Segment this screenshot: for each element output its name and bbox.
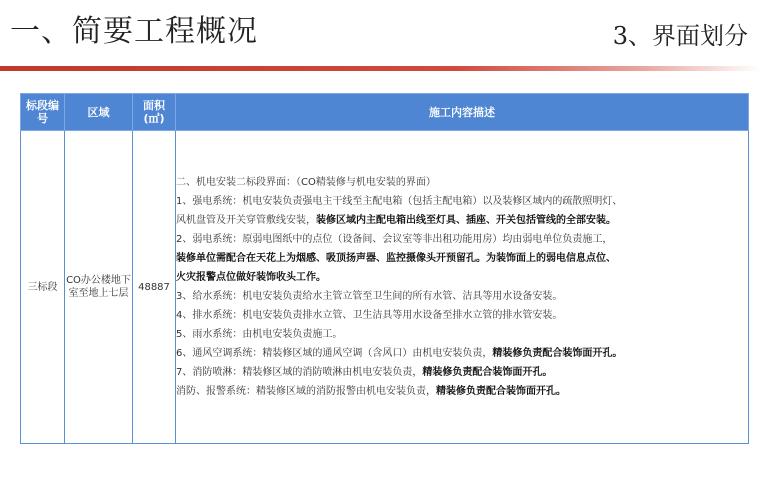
table-row [21, 131, 749, 444]
description-line: 二、机电安装二标段界面：（CO精装修与机电安装的界面） [176, 177, 436, 188]
header-section: 标段编号 [21, 94, 65, 131]
description-line: 1、强电系统：机电安装负责强电主干线至主配电箱（包括主配电箱）以及装修区域内的疏散照明灯、 [176, 196, 623, 207]
description-line: 6、通风空调系统：精装修区域的通风空调（含风口）由机电安装负责，精装修负责配合装饰面开孔。 [176, 348, 623, 359]
title-divider [0, 66, 760, 71]
description-line: 3、给水系统：机电安装负责给水主管立管至卫生间的所有水管、洁具等用水设备安装。 [176, 291, 563, 302]
description-line: 消防、报警系统：精装修区域的消防报警由机电安装负责，精装修负责配合装饰面开孔。 [176, 386, 566, 397]
header-size: 面积(㎡) [133, 94, 176, 131]
description-line: 风机盘管及开关穿管敷线安装，装修区域内主配电箱出线至灯具、插座、开关包括管线的全部安装。 [176, 215, 616, 226]
cell-size: 48887 [133, 131, 176, 444]
description-line: 装修单位需配合在天花上为烟感、吸顶扬声器、监控摄像头开预留孔。为装饰面上的弱电信息点位、 [176, 253, 616, 264]
description-line: 7、消防喷淋：精装修区域的消防喷淋由机电安装负责，精装修负责配合装饰面开孔。 [176, 367, 553, 378]
cell-area: CO办公楼地下室至地上七层 [65, 131, 133, 444]
cell-section: 三标段 [21, 131, 65, 444]
section-subtitle: 3、界面划分 [612, 22, 748, 50]
page-title: 一、简要工程概况 [10, 14, 258, 49]
table-header-row [21, 94, 749, 131]
header-area: 区域 [65, 94, 133, 131]
description-line: 火灾报警点位做好装饰收头工作。 [176, 272, 326, 283]
header-description: 施工内容描述 [176, 94, 749, 131]
description-line: 4、排水系统：机电安装负责排水立管、卫生洁具等用水设备至排水立管的排水管安装。 [176, 310, 563, 321]
cell-description [176, 131, 749, 444]
description-line: 5、雨水系统：由机电安装负责施工。 [176, 329, 343, 340]
scope-table [20, 93, 749, 444]
description-line: 2、弱电系统：原弱电图纸中的点位（设备间、会议室等非出租功能用房）均由弱电单位负责施工， [176, 234, 613, 245]
